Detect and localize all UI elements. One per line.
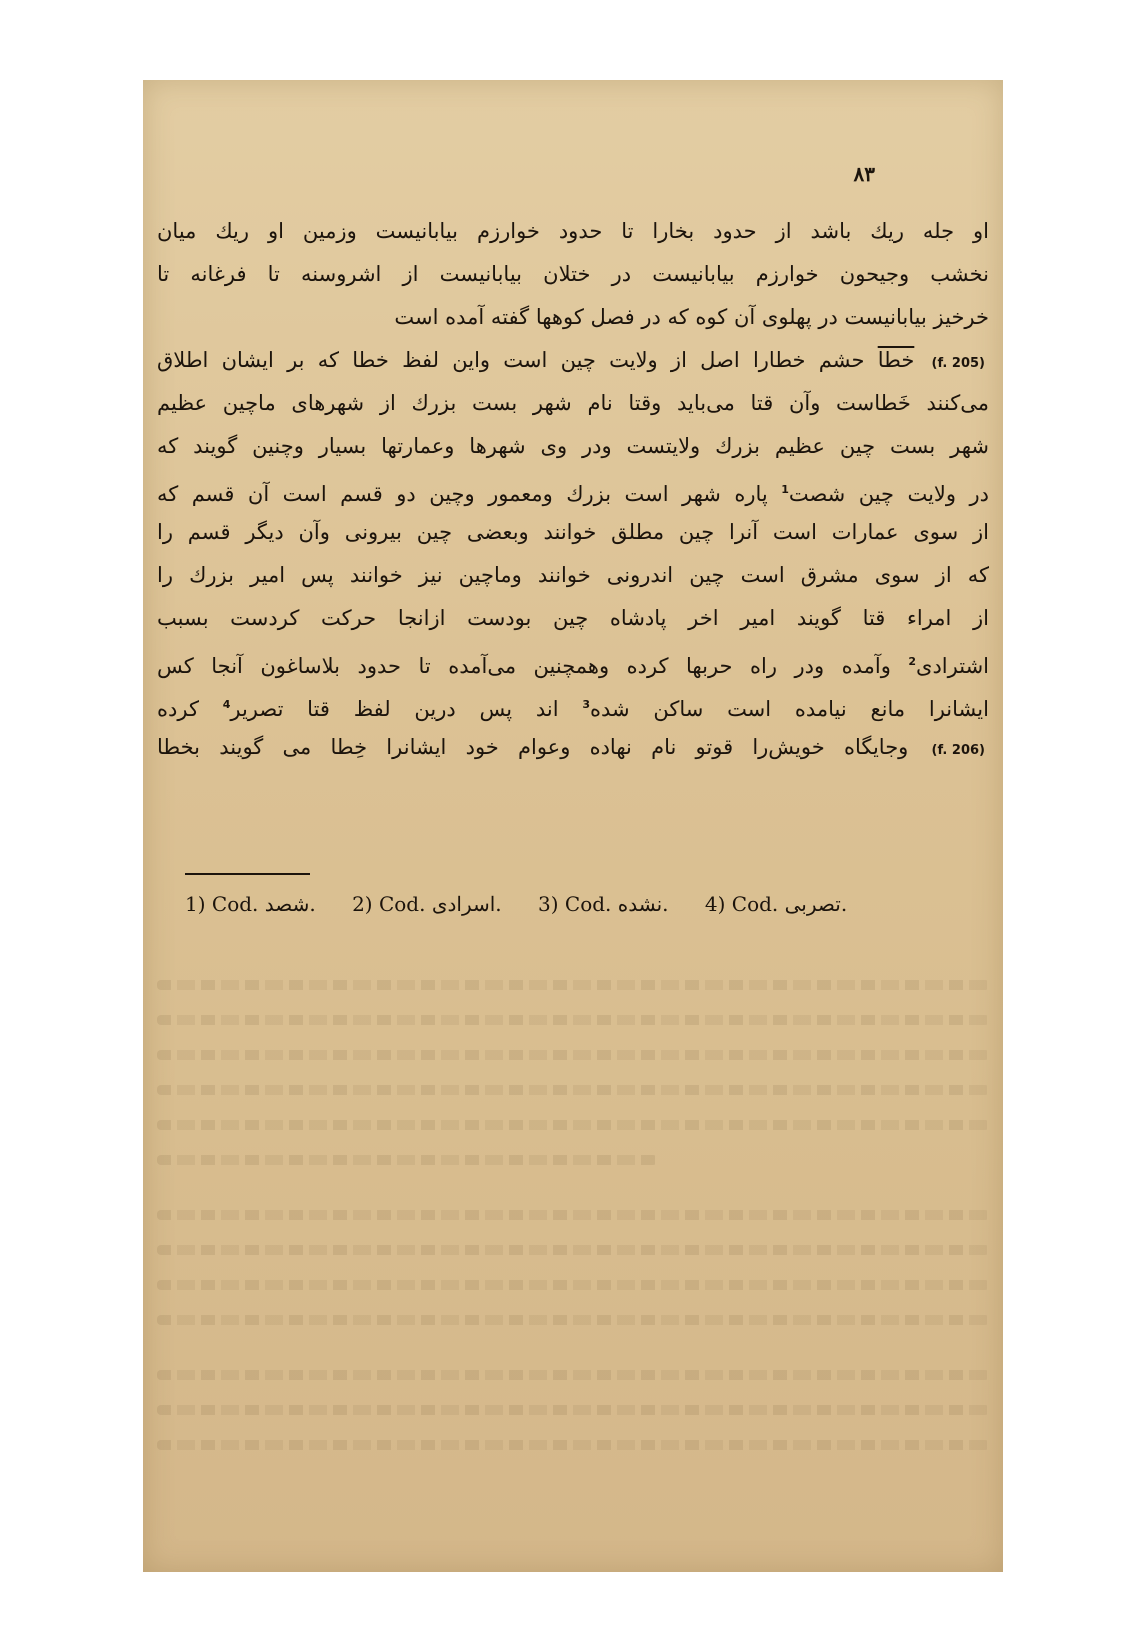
- text-line-2: [157, 253, 989, 296]
- bleed-through: [157, 1155, 657, 1165]
- line-text: او جله ریك باشد از حدود بخارا تا حدود خوارزم بیابانیست وزمین او ریك میان: [157, 219, 989, 243]
- line-text: نخشب وجیحون خوارزم بیابانیست در ختلان بیابانیست از اشروسنه تا فرغانه تا: [157, 262, 989, 286]
- bleed-through: [157, 1280, 989, 1290]
- footnote-variant: اسرادی: [431, 892, 496, 916]
- folio-marker: (f. 205): [931, 356, 985, 371]
- footnote-end: .: [662, 892, 669, 916]
- text-line-13: [157, 726, 989, 769]
- line-text: اشترادی: [916, 654, 989, 678]
- footnote-end: .: [309, 892, 316, 916]
- footnote-variant: نشده: [617, 892, 663, 916]
- bleed-through: [157, 1440, 989, 1450]
- footnote-label: 4) Cod.: [704, 892, 779, 916]
- bleed-through: [157, 1245, 989, 1255]
- line-text: وآمده ودر راه حربها کرده وهمچنین می‌آمده تا حدود بلاساغون آنجا کس: [157, 654, 891, 678]
- footnote-1: [185, 892, 316, 916]
- bleed-through: [157, 1210, 989, 1220]
- footnote-marker: 2: [908, 655, 917, 668]
- footnote-label: 3) Cod.: [538, 892, 612, 916]
- text-line-1: [157, 210, 989, 253]
- text-line-10: [157, 597, 989, 640]
- line-text: ایشانرا مانع نیامده است ساکن شده: [589, 697, 989, 721]
- line-text: کرده: [157, 697, 199, 721]
- line-text: حشم خطارا اصل از ولایت چین است واین لفظ خطا که بر ایشان اطلاق: [157, 348, 865, 372]
- line-text: وجایگاه خویش‌را قوتو نام نهاده وعوام خود ایشانرا خِطا می گویند بخطا: [157, 735, 909, 759]
- line-text: شهر بست چین عظیم بزرك ولایتست ودر وی شهرها وعمارتها بسیار وچنین گویند که: [157, 434, 989, 458]
- footnote-2: [352, 892, 502, 916]
- bleed-through: [157, 980, 989, 990]
- text-line-11: [157, 640, 989, 683]
- bleed-through: [157, 1405, 989, 1415]
- text-line-8: [157, 511, 989, 554]
- page-number: ۸۳: [853, 162, 875, 186]
- line-text: پاره شهر است بزرك ومعمور وچین دو قسم است آن قسم که: [157, 482, 768, 506]
- line-text: اند پس درین لفظ قتا تصریر: [230, 697, 559, 721]
- line-text: از سوی عمارات است آنرا چین مطلق خوانند وبعضی چین بیرونی وآن دیگر قسم را: [157, 520, 989, 544]
- text-line-5: [157, 382, 989, 425]
- footnote-label: 2) Cod.: [352, 892, 426, 916]
- text-line-12: [157, 683, 989, 726]
- footnote-end: .: [840, 892, 848, 916]
- footnote-marker: 4: [222, 698, 231, 711]
- footnote-4: [705, 892, 847, 916]
- section-heading: خطا: [877, 348, 915, 372]
- line-text: می‌کنند خَطاست وآن قتا می‌باید وقتا نام شهر بست بزرك از شهرهای ماچین عظیم: [157, 391, 989, 415]
- footnotes: [185, 892, 965, 916]
- line-text: خرخیز بیابانیست در پهلوی آن کوه که در فصل کوهها گفته آمده است: [394, 305, 989, 329]
- text-line-3: [157, 296, 989, 339]
- footnote-variant: تصربی: [784, 892, 841, 916]
- footnote-rule: [185, 873, 310, 875]
- folio-marker: (f. 206): [931, 743, 985, 758]
- text-line-4: [157, 339, 989, 382]
- footnote-marker: 1: [781, 483, 789, 496]
- body-text: [157, 210, 989, 769]
- footnote-variant: شصد: [264, 892, 310, 916]
- bleed-through: [157, 1315, 989, 1325]
- footnote-marker: 3: [582, 698, 590, 711]
- line-text: از امراء قتا گویند امیر اخر پادشاه چین بودست ازانجا حرکت کردست بسبب: [157, 606, 989, 630]
- text-line-7: [157, 468, 989, 511]
- line-text: که از سوی مشرق است چین اندرونی خوانند وماچین نیز خوانند پس امیر بزرك را: [157, 563, 989, 587]
- text-line-9: [157, 554, 989, 597]
- bleed-through: [157, 1120, 989, 1130]
- footnote-end: .: [495, 892, 502, 916]
- bleed-through: [157, 1015, 989, 1025]
- manuscript-page: [143, 80, 1003, 1572]
- bleed-through: [157, 1050, 989, 1060]
- footnote-3: [538, 892, 669, 916]
- bleed-through: [157, 1370, 989, 1380]
- bleed-through: [157, 1085, 989, 1095]
- text-line-6: [157, 425, 989, 468]
- line-text: در ولایت چین شصت: [788, 482, 989, 506]
- footnote-label: 1) Cod.: [185, 892, 259, 916]
